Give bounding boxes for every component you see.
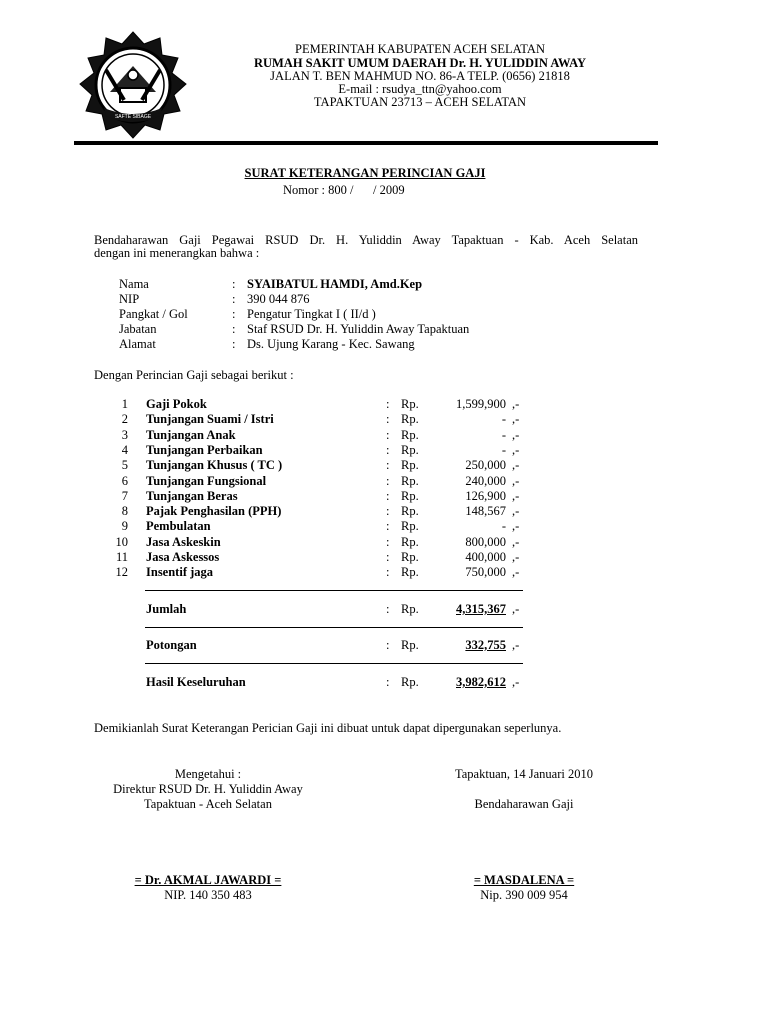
item-currency: Rp. xyxy=(401,550,419,564)
item-currency: Rp. xyxy=(401,397,419,411)
total-hasil-keseluruhan-label: Hasil Keseluruhan xyxy=(146,675,246,689)
item-number: 6 xyxy=(121,474,128,488)
totals-divider xyxy=(145,590,523,591)
item-number: 2 xyxy=(121,412,128,426)
total-colon: : xyxy=(386,638,390,652)
item-colon: : xyxy=(386,519,390,533)
item-colon: : xyxy=(386,550,390,564)
item-suffix: ,- xyxy=(512,428,520,442)
total-hasil-keseluruhan-amount: 3,982,612 xyxy=(456,675,506,689)
item-name: Tunjangan Suami / Istri xyxy=(146,412,274,426)
item-number: 12 xyxy=(115,565,128,579)
total-suffix: ,- xyxy=(512,602,520,616)
total-jumlah-label: Jumlah xyxy=(146,602,187,616)
info-label: NIP xyxy=(119,292,140,306)
sign-right-nip: Nip. 390 009 954 xyxy=(480,888,568,902)
item-currency: Rp. xyxy=(401,489,419,503)
item-currency: Rp. xyxy=(401,412,419,426)
info-label: Alamat xyxy=(119,337,156,351)
hospital-seal-logo xyxy=(74,30,192,142)
item-colon: : xyxy=(386,474,390,488)
sign-left-nip: NIP. 140 350 483 xyxy=(164,888,252,902)
item-name: Tunjangan Khusus ( TC ) xyxy=(146,458,283,472)
intro-line-2: dengan ini menerangkan bahwa : xyxy=(94,246,260,260)
info-colon: : xyxy=(232,322,236,336)
logo-ribbon-text: SAFTE SIBAGE xyxy=(114,114,152,120)
item-currency: Rp. xyxy=(401,443,419,457)
nomor-label: Nomor : 800 / xyxy=(283,183,354,197)
info-label: Jabatan xyxy=(119,322,157,336)
header-city: TAPAKTUAN 23713 – ACEH SELATAN xyxy=(313,95,527,109)
total-currency: Rp. xyxy=(401,638,419,652)
item-name: Insentif jaga xyxy=(146,565,214,579)
item-number: 11 xyxy=(115,550,128,564)
item-colon: : xyxy=(386,489,390,503)
item-number: 10 xyxy=(115,535,128,549)
item-amount: 148,567 xyxy=(465,504,506,518)
item-suffix: ,- xyxy=(512,489,520,503)
info-colon: : xyxy=(232,292,236,306)
item-number: 8 xyxy=(121,504,128,518)
item-colon: : xyxy=(386,565,390,579)
item-amount: - xyxy=(501,443,506,457)
item-currency: Rp. xyxy=(401,458,419,472)
item-suffix: ,- xyxy=(512,412,520,426)
item-number: 4 xyxy=(121,443,128,457)
info-address-value: Ds. Ujung Karang - Kec. Sawang xyxy=(247,337,415,351)
item-name: Gaji Pokok xyxy=(146,397,207,411)
header-email: E-mail : rsudya_ttn@yahoo.com xyxy=(338,82,502,96)
item-currency: Rp. xyxy=(401,504,419,518)
total-potongan-label: Potongan xyxy=(146,638,197,652)
nomor-year: / 2009 xyxy=(373,183,405,197)
item-name: Tunjangan Beras xyxy=(146,489,238,503)
header-gov-line: PEMERINTAH KABUPATEN ACEH SELATAN xyxy=(295,42,545,56)
info-colon: : xyxy=(232,277,236,291)
intro-line-1: Bendaharawan Gaji Pegawai RSUD Dr. H. Yuliddin Away Tapaktuan - Kab. Aceh Selatan xyxy=(94,233,638,247)
sign-right-role: Bendaharawan Gaji xyxy=(474,797,574,811)
item-name: Pembulatan xyxy=(146,519,211,533)
total-potongan-amount: 332,755 xyxy=(465,638,506,652)
total-suffix: ,- xyxy=(512,675,520,689)
item-amount: 240,000 xyxy=(465,474,506,488)
item-currency: Rp. xyxy=(401,535,419,549)
item-suffix: ,- xyxy=(512,565,520,579)
closing-statement: Demikianlah Surat Keterangan Perician Gaji ini dibuat untuk dapat dipergunakan seperlunya. xyxy=(94,721,562,735)
item-amount: 800,000 xyxy=(465,535,506,549)
item-number: 5 xyxy=(121,458,128,472)
item-colon: : xyxy=(386,412,390,426)
item-amount: 400,000 xyxy=(465,550,506,564)
info-label: Nama xyxy=(119,277,149,291)
info-colon: : xyxy=(232,307,236,321)
item-suffix: ,- xyxy=(512,550,520,564)
item-number: 3 xyxy=(121,428,128,442)
item-colon: : xyxy=(386,397,390,411)
item-number: 9 xyxy=(121,519,128,533)
info-nip-value: 390 044 876 xyxy=(247,292,310,306)
item-colon: : xyxy=(386,504,390,518)
item-name: Tunjangan Anak xyxy=(146,428,236,442)
info-rank-value: Pengatur Tingkat I ( II/d ) xyxy=(247,307,376,321)
item-name: Pajak Penghasilan (PPH) xyxy=(146,504,282,518)
item-colon: : xyxy=(386,535,390,549)
total-colon: : xyxy=(386,675,390,689)
item-currency: Rp. xyxy=(401,474,419,488)
item-colon: : xyxy=(386,428,390,442)
item-amount: 1,599,900 xyxy=(456,397,506,411)
item-name: Tunjangan Fungsional xyxy=(146,474,267,488)
item-amount: - xyxy=(501,519,506,533)
item-amount: - xyxy=(501,412,506,426)
sign-right-date: Tapaktuan, 14 Januari 2010 xyxy=(455,767,593,781)
item-name: Jasa Askeskin xyxy=(146,535,221,549)
item-amount: 750,000 xyxy=(465,565,506,579)
item-currency: Rp. xyxy=(401,519,419,533)
sign-right-name: = MASDALENA = xyxy=(473,873,575,887)
item-suffix: ,- xyxy=(512,397,520,411)
info-label: Pangkat / Gol xyxy=(119,307,188,321)
item-amount: 126,900 xyxy=(465,489,506,503)
item-amount: - xyxy=(501,428,506,442)
document-title: SURAT KETERANGAN PERINCIAN GAJI xyxy=(244,166,486,180)
total-colon: : xyxy=(386,602,390,616)
item-suffix: ,- xyxy=(512,474,520,488)
header-divider xyxy=(74,141,658,145)
sign-left-acknowledge: Mengetahui : xyxy=(174,767,242,781)
totals-divider xyxy=(145,627,523,628)
item-suffix: ,- xyxy=(512,535,520,549)
info-colon: : xyxy=(232,337,236,351)
sign-left-name: = Dr. AKMAL JAWARDI = xyxy=(134,873,282,887)
item-name: Tunjangan Perbaikan xyxy=(146,443,263,457)
item-amount: 250,000 xyxy=(465,458,506,472)
header-hospital-name: RUMAH SAKIT UMUM DAERAH Dr. H. YULIDDIN AWAY xyxy=(253,56,587,70)
totals-divider xyxy=(145,663,523,664)
item-name: Jasa Askessos xyxy=(146,550,220,564)
item-suffix: ,- xyxy=(512,458,520,472)
info-name-value: SYAIBATUL HAMDI, Amd.Kep xyxy=(247,277,423,291)
info-position-value: Staf RSUD Dr. H. Yuliddin Away Tapaktuan xyxy=(247,322,470,336)
total-currency: Rp. xyxy=(401,675,419,689)
item-currency: Rp. xyxy=(401,428,419,442)
item-suffix: ,- xyxy=(512,519,520,533)
item-colon: : xyxy=(386,443,390,457)
item-suffix: ,- xyxy=(512,443,520,457)
item-number: 1 xyxy=(121,397,128,411)
total-currency: Rp. xyxy=(401,602,419,616)
total-jumlah-amount: 4,315,367 xyxy=(456,602,506,616)
sign-left-location: Tapaktuan - Aceh Selatan xyxy=(144,797,272,811)
item-colon: : xyxy=(386,458,390,472)
item-number: 7 xyxy=(121,489,128,503)
item-suffix: ,- xyxy=(512,504,520,518)
rincian-intro: Dengan Perincian Gaji sebagai berikut : xyxy=(94,368,294,382)
sign-left-title: Direktur RSUD Dr. H. Yuliddin Away xyxy=(113,782,303,796)
item-currency: Rp. xyxy=(401,565,419,579)
total-suffix: ,- xyxy=(512,638,520,652)
header-address: JALAN T. BEN MAHMUD NO. 86-A TELP. (0656) 21818 xyxy=(270,69,570,83)
